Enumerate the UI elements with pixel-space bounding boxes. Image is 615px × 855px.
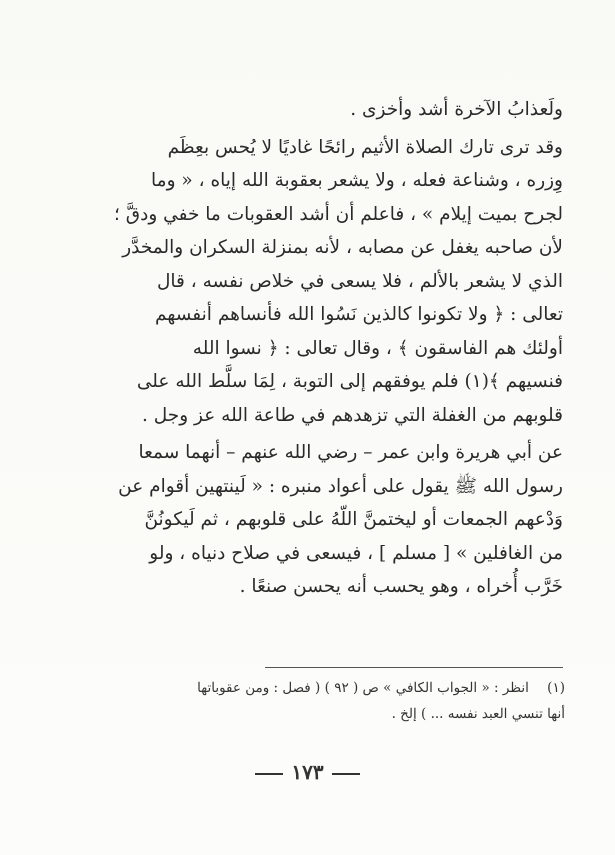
- text-line: قلوبهم من الغفلة التي تزهدهم في طاعة الله عز وجل .: [142, 404, 563, 426]
- footnote-line: [120, 675, 565, 701]
- text-line: فنسيهم ﴾(١) فلم يوفقهم إلى التوبة ، لِمَا سلَّط الله على: [136, 371, 563, 392]
- footnote: [120, 675, 565, 727]
- text-line: عن أبي هريرة وابن عمر – رضي الله عنهم – أنهما سمعا: [138, 442, 563, 463]
- text-line: لجرح بميت إيلام » ، فاعلم أن أشد العقوبات ما خفي ودقَّ ؛: [114, 203, 563, 225]
- text-line: خَرَّب أُخراه ، وهو يحسب أنه يحسن صنعًا .: [239, 576, 563, 597]
- text-line: الذي لا يشعر بالألم ، فلا يسعى في خلاص نفسه ، قال: [156, 270, 563, 292]
- text-line: تعالى : ﴿ ولا تكونوا كالذين نَسُوا الله فأنساهم أنفسهم: [154, 304, 563, 325]
- main-text: [55, 93, 563, 604]
- text-line: وقد ترى تارك الصلاة الأثيم رائحًا غاديًا لا يُحس بعِظَم: [167, 136, 563, 158]
- page-number-text: ١٧٣: [291, 760, 324, 784]
- footnote-divider: [265, 667, 563, 668]
- footnote-line: أنها تنسي العبد نفسه ... ) إلخ .: [391, 706, 565, 722]
- text-line: وِزره ، وشناعة فعله ، ولا يشعر بعقوبة الله إياه ، « وما: [151, 170, 563, 191]
- text-line: وَدْعهم الجمعات أو ليختمنَّ اللّهُ على قلوبهم ، ثم لَيكونُنَّ: [144, 509, 563, 530]
- text-line: أولئك هم الفاسقون ﴾ ، وقال تعالى : ﴿ نسوا الله: [192, 337, 563, 359]
- footnote-text: انظر : « الجواب الكافي » ص ( ٩٢ ) ( فصل : ومن عقوباتها: [197, 680, 529, 696]
- text-line: رسول الله ﷺ يقول على أعواد منبره : « لَينتهين أقوام عن: [118, 475, 563, 497]
- text-line: من الغافلين » [ مسلم ] ، فيسعى في صلاح دنياه ، ولو: [149, 542, 563, 564]
- dash-left: [332, 773, 360, 775]
- dash-right: [255, 773, 283, 775]
- footnote-marker: (١): [547, 680, 565, 696]
- text-line: ولَعذابُ الآخرة أشد وأخزى .: [350, 99, 563, 120]
- text-line: لأن صاحبه يغفل عن مصابه ، لأنه بمنزلة السكران والمخدَّر: [122, 237, 563, 258]
- page-number: [0, 760, 615, 784]
